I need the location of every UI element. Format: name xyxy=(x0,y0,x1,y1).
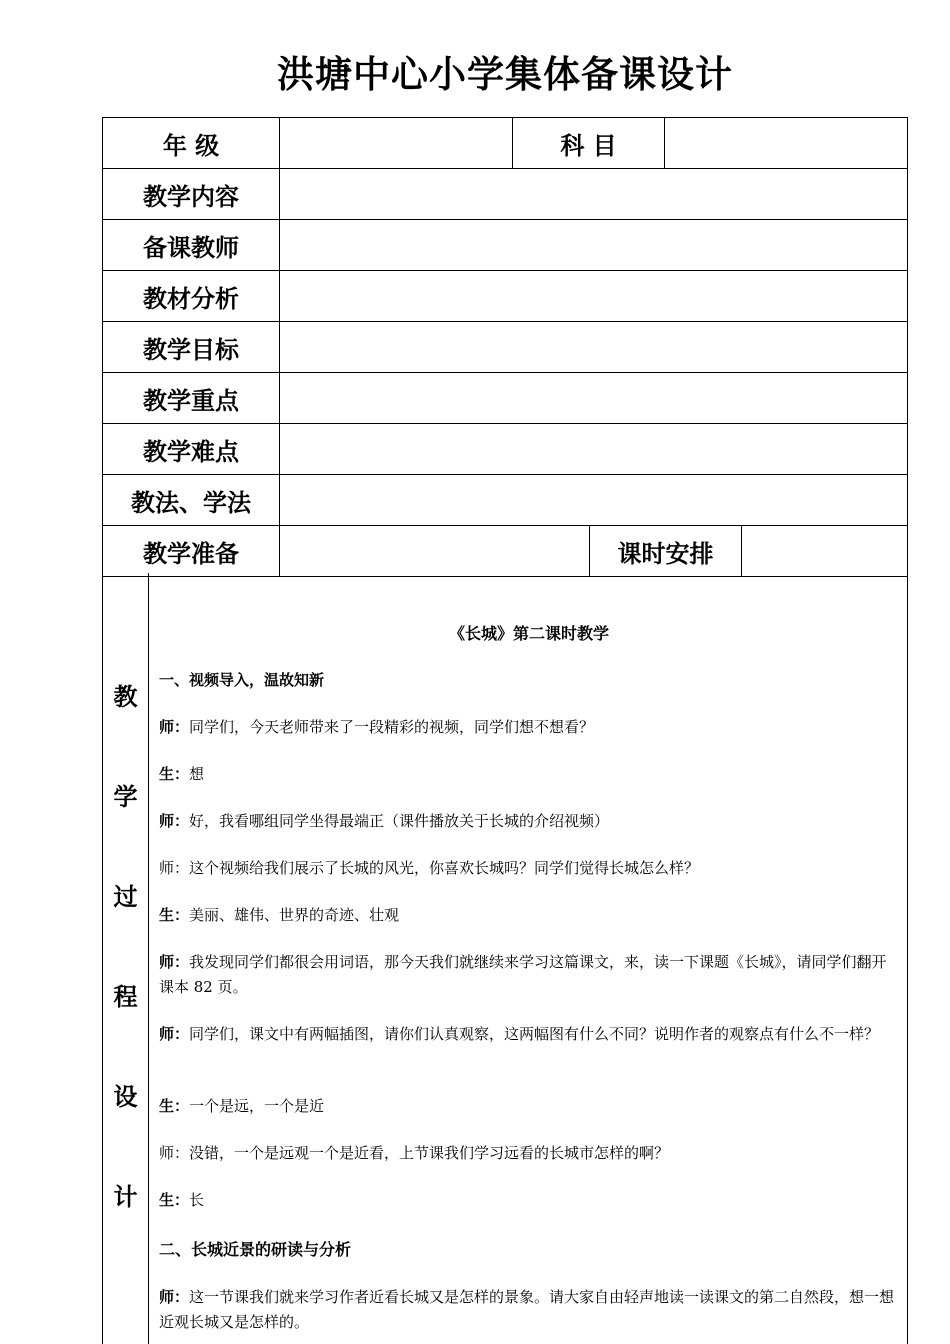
teaching-process-section xyxy=(102,573,908,1344)
teacher-value[interactable] xyxy=(280,220,907,270)
dialogue-line: 师：我发现同学们都很会用词语，那今天我们就继续来学习这篇课文，来，读一下课题《长城》，请同学们翻开课本 82 页。 xyxy=(159,953,887,996)
prep-label: 教学准备 xyxy=(103,526,280,576)
dialogue-line: 生：长 xyxy=(159,1191,205,1209)
prep-value[interactable] xyxy=(280,526,590,576)
section-heading: 二、长城近景的研读与分析 xyxy=(159,1240,352,1259)
lesson-title: 《长城》第二课时教学 xyxy=(448,624,609,643)
schedule-label: 课时安排 xyxy=(590,526,742,576)
grade-value[interactable] xyxy=(280,118,513,168)
row-teacher xyxy=(103,220,907,271)
dialogue-line: 生：想 xyxy=(159,765,205,783)
methods-label: 教法、学法 xyxy=(103,475,280,525)
teacher-label: 备课教师 xyxy=(103,220,280,270)
content-value[interactable] xyxy=(280,169,907,219)
process-label-char: 设 xyxy=(113,1083,138,1111)
dialogue-line: 生：一个是远，一个是近 xyxy=(159,1097,325,1115)
process-label-char: 教 xyxy=(113,683,138,711)
row-goals xyxy=(103,322,907,373)
grade-label: 年 级 xyxy=(103,118,280,168)
content-label: 教学内容 xyxy=(103,169,280,219)
row-content xyxy=(103,169,907,220)
dialogue-line: 师：这个视频给我们展示了长城的风光，你喜欢长城吗？同学们觉得长城怎么样？ xyxy=(159,859,700,877)
goals-label: 教学目标 xyxy=(103,322,280,372)
process-label-char: 学 xyxy=(113,783,138,811)
row-analysis xyxy=(103,271,907,322)
subject-value[interactable] xyxy=(665,118,907,168)
dialogue-line: 师：这一节课我们就来学习作者近看长城又是怎样的景象。请大家自由轻声地读一读课文的第二自然段，想一想近观长城又是怎样的。 xyxy=(159,1288,895,1331)
row-difficulty xyxy=(103,424,907,475)
row-prep-schedule xyxy=(103,526,907,577)
row-grade-subject xyxy=(103,118,907,169)
dialogue-line: 师：同学们，课文中有两幅插图，请你们认真观察，这两幅图有什么不同？说明作者的观察点有什么不一样？ xyxy=(159,1025,880,1043)
dialogue-line: 生：美丽、雄伟、世界的奇迹、壮观 xyxy=(159,906,400,924)
methods-value[interactable] xyxy=(280,475,907,525)
lesson-info-table xyxy=(102,117,908,577)
dialogue-line: 师：好，我看哪组同学坐得最端正（课件播放关于长城的介绍视频） xyxy=(159,812,610,830)
schedule-value[interactable] xyxy=(742,526,907,576)
difficulty-value[interactable] xyxy=(280,424,907,474)
key-points-value[interactable] xyxy=(280,373,907,423)
section-heading: 一、视频导入，温故知新 xyxy=(159,671,325,689)
subject-label: 科 目 xyxy=(513,118,665,168)
process-label-char: 程 xyxy=(113,983,138,1011)
dialogue-line: 师：同学们，今天老师带来了一段精彩的视频，同学们想不想看？ xyxy=(159,718,595,736)
difficulty-label: 教学难点 xyxy=(103,424,280,474)
row-key-points xyxy=(103,373,907,424)
row-methods xyxy=(103,475,907,526)
key-points-label: 教学重点 xyxy=(103,373,280,423)
goals-value[interactable] xyxy=(280,322,907,372)
analysis-label: 教材分析 xyxy=(103,271,280,321)
teaching-process-content[interactable] xyxy=(149,573,907,1344)
teaching-process-label xyxy=(103,573,149,1344)
page-title: 洪塘中心小学集体备课设计 xyxy=(277,53,733,96)
process-label-char: 过 xyxy=(113,883,138,911)
process-label-char: 计 xyxy=(113,1183,138,1211)
dialogue-line: 师：没错，一个是远观一个是近看，上节课我们学习远看的长城市怎样的啊？ xyxy=(159,1144,670,1162)
analysis-value[interactable] xyxy=(280,271,907,321)
